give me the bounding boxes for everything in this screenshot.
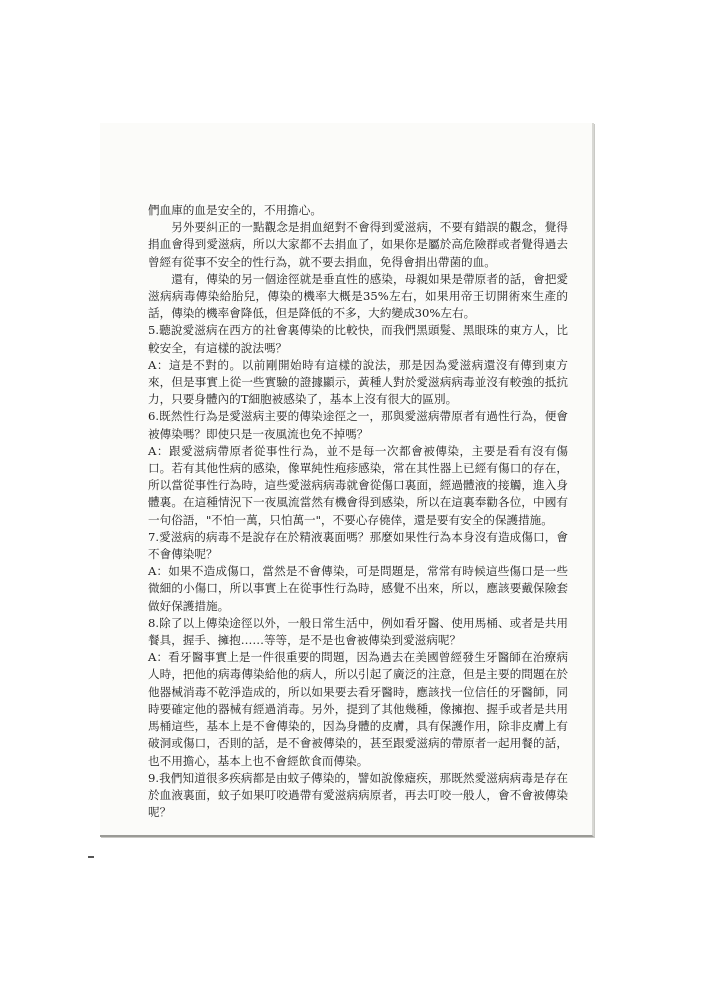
scan-speck: [88, 856, 94, 858]
question-7: 7.愛滋病的病毒不是說存在於精液裏面嗎？那麼如果性行為本身沒有造成傷口，會不會傳染呢？: [148, 529, 568, 562]
question-8: 8.除了以上傳染途徑以外，一般日常生活中，例如看牙醫、使用馬桶、或者是共用餐具，握手、擁抱……等等，是不是也會被傳染到愛滋病呢？: [148, 615, 568, 648]
question-9: 9.我們知道很多疾病都是由蚊子傳染的，譬如說像瘧疾，那既然愛滋病病毒是存在於血液裏面，蚊子如果叮咬過帶有愛滋病病原者，再去叮咬一般人，會不會被傳染呢？: [148, 770, 568, 820]
page-body-text: [148, 202, 568, 821]
paragraph-blood-donation: 另外要糾正的一點觀念是捐血絕對不會得到愛滋病，不要有錯誤的觀念，覺得捐血會得到愛滋病，所以大家都不去捐血了，如果你是屬於高危險群或者覺得過去曾經有從事不安全的性行為，就不要去捐血，免得會捐出帶菌的血。: [148, 220, 568, 269]
answer-7: A：如果不造成傷口，當然是不會傳染，可是問題是，常常有時候這些傷口是一些微細的小傷口，所以事實上在從事性行為時，感覺不出來，所以，應該要戴保險套做好保護措施。: [148, 564, 568, 613]
answer-8: A：看牙醫事實上是一件很重要的問題，因為過去在美國曾經發生牙醫師在治療病人時，把他的病毒傳染給他的病人，所以引起了廣泛的注意，但是主要的問題在於他器械消毒不乾淨造成的，所以如果要去看牙醫時，應該找一位信任的牙醫師，同時要確定他的器械有經過消毒。另外，提到了其他幾種，像擁抱、握手或者是共用馬桶這些，基本上是不會傳染的，因為身體的皮膚，具有保護作用，除非皮膚上有破洞或傷口，否則的話，是不會被傳染的，甚至跟愛滋病的帶原者一起用餐的話，也不用擔心，基本上也不會經飲食而傳染。: [148, 650, 568, 768]
question-5: 5.聽說愛滋病在西方的社會裏傳染的比較快，而我們黑頭髮、黑眼珠的東方人，比較安全，有這樣的說法嗎？: [148, 323, 568, 355]
paragraph-vertical-transmission: 還有，傳染的另一個途徑就是垂直性的感染，母親如果是帶原者的話，會把愛滋病病毒傳染給胎兒，傳染的機率大概是35%左右，如果用帝王切開術來生產的話，傳染的機率會降低，但是降低的不多，大約變成30%左右。: [148, 271, 568, 321]
answer-6: A：跟愛滋病帶原者從事性行為，並不是每一次都會被傳染，主要是看有沒有傷口。若有其他性病的感染，像單純性疱疹感染，常在其性器上已經有傷口的存在，所以當從事性行為時，這些愛滋病病毒就會從傷口裏面，經過體液的接觸，進入身體裏。在這種情況下一夜風流當然有機會得到感染，所以在這裏奉勸各位，中國有一句俗語，"不怕一萬，只怕萬一"，不要心存僥倖，還是要有安全的保護措施。: [148, 443, 568, 527]
scanned-page: [100, 123, 594, 837]
paragraph-continuation: 們血庫的血是安全的，不用擔心。: [148, 203, 322, 217]
answer-5: A：這是不對的。以前剛開始時有這樣的說法，那是因為愛滋病還沒有傳到東方來，但是事實上從一些實驗的證據顯示，黃種人對於愛滋病病毒並沒有較強的抵抗力，只要身體內的T細胞被感染了，基本上沒有很大的區別。: [148, 357, 568, 407]
question-6: 6.既然性行為是愛滋病主要的傳染途徑之一，那與愛滋病帶原者有過性行為，便會被傳染嗎？即使只是一夜風流也免不掉嗎？: [148, 409, 568, 441]
